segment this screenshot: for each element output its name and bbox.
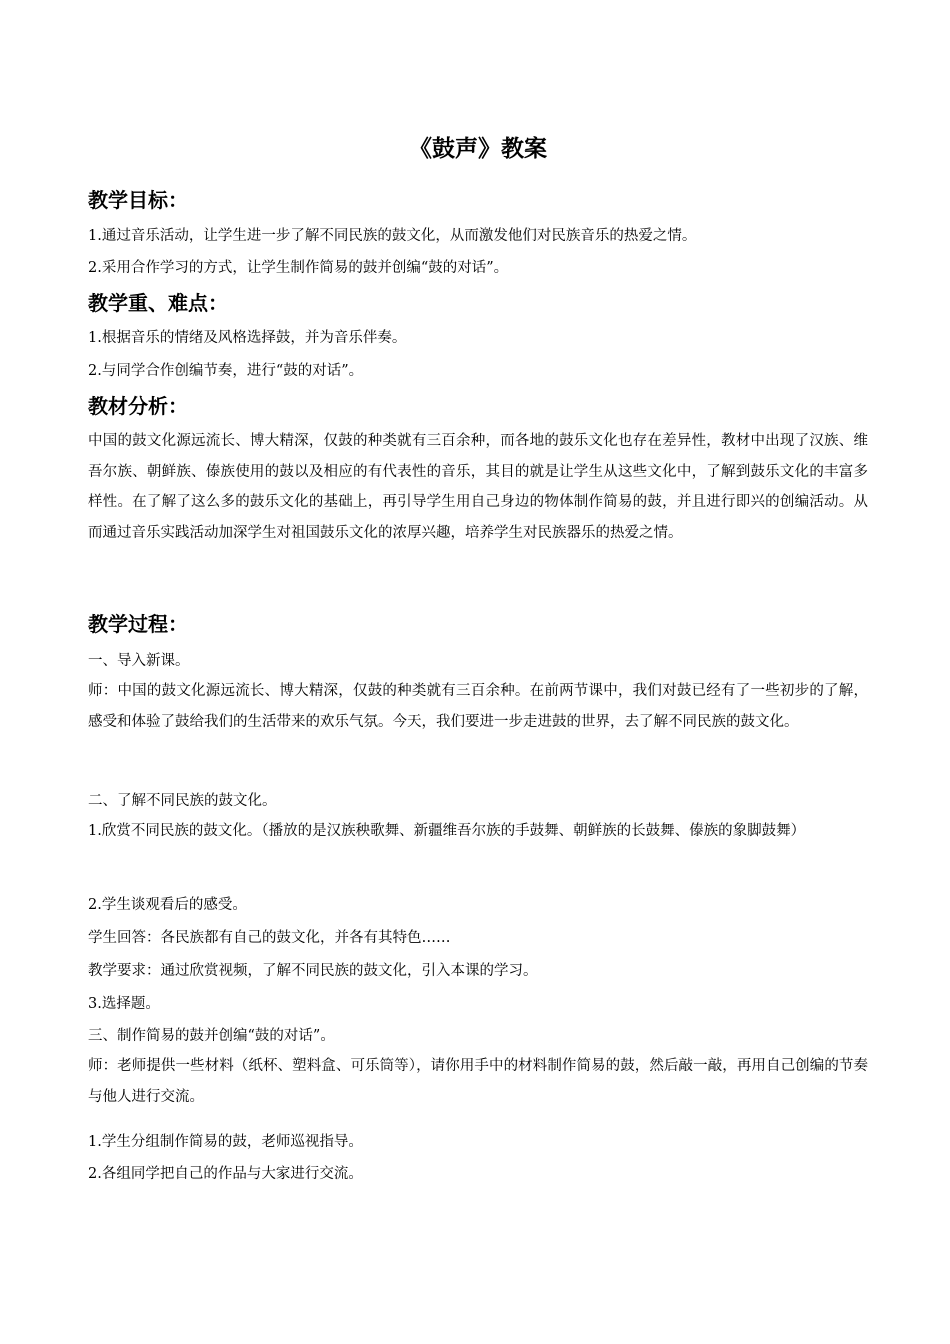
material-analysis-paragraph: 中国的鼓文化源远流长、博大精深，仅鼓的种类就有三百余种，而各地的鼓乐文化也存在差异性，教材中出现了汉族、维吾尔族、朝鲜族、傣族使用的鼓以及相应的有代表性的音乐，其目的就是让学生从这些文化中，了解到鼓乐文化的丰富多样性。在了解了这么多的鼓乐文化的基础上，再引导学生用自己身边的物体制作简易的鼓，并且进行即兴的创编活动。从而通过音乐实践活动加深学生对祖国鼓乐文化的浓厚兴趣，培养学生对民族器乐的热爱之情。 — [88, 433, 868, 541]
step2-item-1: 1.欣赏不同民族的鼓文化。（播放的是汉族秧歌舞、新疆维吾尔族的手鼓舞、朝鲜族的长鼓舞、傣族的象脚鼓舞） — [88, 823, 806, 839]
document-page — [88, 0, 868, 1344]
step2-item-3: 3.选择题。 — [88, 996, 160, 1012]
step1-teacher-paragraph: 师：中国的鼓文化源远流长、博大精深，仅鼓的种类就有三百余种。在前两节课中，我们对鼓已经有了一些初步的了解，感受和体验了鼓给我们的生活带来的欢乐气氛。今天，我们要进一步走进鼓的世界，去了解不同民族的鼓文化。 — [88, 683, 868, 730]
goal-item-2: 2.采用合作学习的方式，让学生制作简易的鼓并创编“鼓的对话”。 — [88, 260, 509, 276]
step2-item-2: 2.学生谈观看后的感受。 — [88, 897, 247, 913]
step3-teacher-paragraph: 师：老师提供一些材料（纸杯、塑料盒、可乐筒等），请你用手中的材料制作简易的鼓，然后敲一敲，再用自己创编的节奏与他人进行交流。 — [88, 1058, 868, 1105]
heading-material-analysis: 教材分析： — [88, 394, 188, 418]
step3-title: 三、制作简易的鼓并创编“鼓的对话”。 — [88, 1028, 335, 1044]
key-point-item-2: 2.与同学合作创编节奏，进行“鼓的对话”。 — [88, 363, 364, 379]
step3-item-1: 1.学生分组制作简易的鼓，老师巡视指导。 — [88, 1134, 363, 1150]
step2-student-answer: 学生回答：各民族都有自己的鼓文化，并各有其特色…… — [88, 930, 451, 946]
goal-item-1: 1.通过音乐活动，让学生进一步了解不同民族的鼓文化，从而激发他们对民族音乐的热爱之情。 — [88, 228, 697, 244]
heading-teaching-process: 教学过程： — [88, 612, 188, 636]
key-point-item-1: 1.根据音乐的情绪及风格选择鼓，并为音乐伴奏。 — [88, 330, 407, 346]
step3-item-2: 2.各组同学把自己的作品与大家进行交流。 — [88, 1166, 363, 1182]
heading-teaching-goals: 教学目标： — [88, 188, 188, 212]
step2-teaching-requirement: 教学要求：通过欣赏视频，了解不同民族的鼓文化，引入本课的学习。 — [88, 963, 538, 979]
document-title: 《鼓声》教案 — [409, 136, 547, 162]
heading-key-points: 教学重、难点： — [88, 291, 228, 315]
step1-title: 一、导入新课。 — [88, 653, 190, 669]
step2-title: 二、了解不同民族的鼓文化。 — [88, 793, 277, 809]
